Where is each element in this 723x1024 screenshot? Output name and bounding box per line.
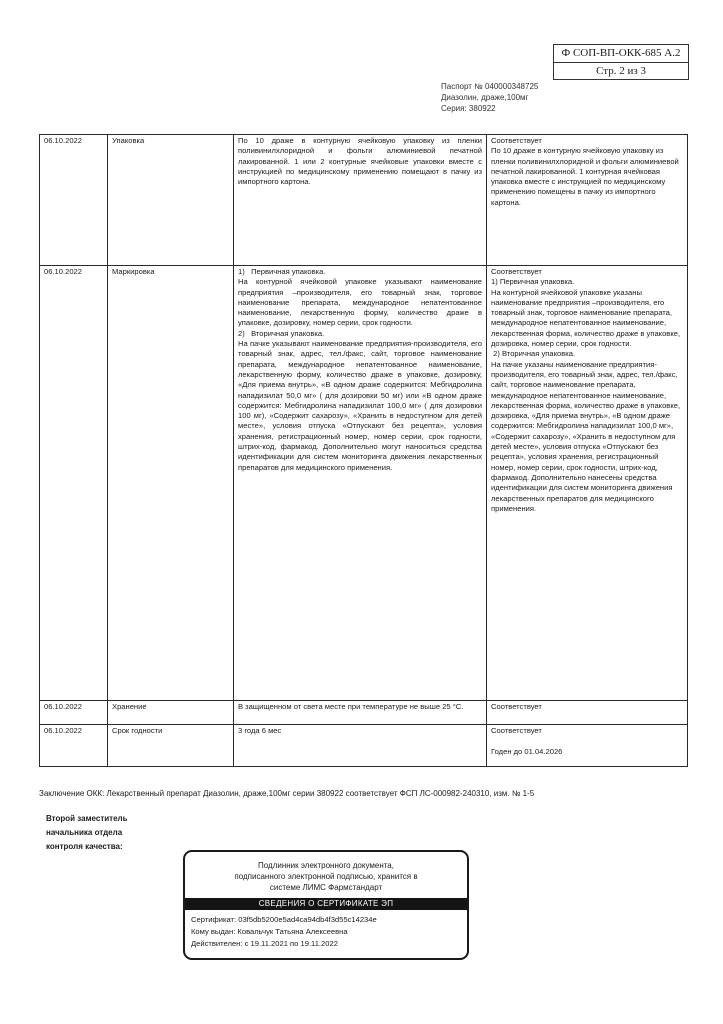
- signer-line: начальника отдела: [46, 828, 123, 837]
- signature-header-line: системе ЛИМС Фармстандарт: [269, 883, 383, 892]
- signer-line: Второй заместитель: [46, 814, 128, 823]
- test-indicator: Срок годности: [108, 725, 234, 767]
- page-number: Стр. 2 из 3: [596, 65, 646, 77]
- document-code: Ф СОП-ВП-ОКК-685 А.2: [554, 45, 688, 63]
- table-row: [40, 266, 688, 701]
- table-row: [40, 701, 688, 725]
- test-results-table: [39, 134, 688, 767]
- electronic-signature-stamp: [183, 850, 469, 960]
- test-requirement: 1) Первичная упаковка. На контурной ячейковой упаковке указывают наименование предприятия –производителя, его товарный знак, торговое наименование препарата, международное непатентованное наименование, лекарственную форму, количество драже в упаковке, дозировку, номер серии, срок годности. 2) Вторичная упаковка. На пачке указывают наименование предприятия-производителя, его товарный знак, адрес, тел./факс, сайт, торговое наименование препарата, международное непатентованное наименование, лекарственную форму, количество драже в упаковке, дозировку, «Для приема внутрь», «В одном драже содержится: Мебгидролина нападизилат 50,0 мг» ( для дозировки 50 мг) или «В одном драже содержится: Мебгидролина нападизилат 100,0 мг» ( для дозировки 100 мг), «Содержит сахарозу», «Хранить в недоступном для детей месте», условия отпуска «Отпускают без рецепта», условия хранения, регистрационный номер, номер серии, срок годности, штрих-код, фармакод. Дополнительно могут наноситься средства идентификации для систем мониторинга движения лекарственных препаратов для медицинского применения.: [234, 266, 487, 701]
- passport-number: Паспорт № 040000348725: [441, 82, 539, 91]
- test-date: 06.10.2022: [40, 266, 108, 701]
- test-result: Соответствует По 10 драже в контурную ячейковую упаковку из пленки поливинилхлоридной и фольги алюминиевой печатной лакированной. 1 контурная ячейковая упаковка вместе с инструкцией по медицинскому применению помещены в пачку из импортного картона.: [487, 135, 688, 266]
- test-requirement: По 10 драже в контурную ячейковую упаковку из пленки поливинилхлоридной и фольги алюминиевой печатной лакированной. 1 или 2 контурные ячейковые упаковки вместе с инструкцией по медицинскому применению помещают в пачку из импортного картона.: [234, 135, 487, 266]
- signature-header-line: подписанного электронной подписью, хранится в: [234, 872, 418, 881]
- test-indicator: Хранение: [108, 701, 234, 725]
- signature-header-line: Подлинник электронного документа,: [258, 861, 394, 870]
- test-indicator: Маркировка: [108, 266, 234, 701]
- test-date: 06.10.2022: [40, 135, 108, 266]
- signer-line: контроля качества:: [46, 842, 123, 851]
- certificate-validity: Действителен: с 19.11.2021 по 19.11.2022: [191, 939, 338, 948]
- signature-header: [185, 860, 467, 893]
- product-name: Диазолин, драже,100мг: [441, 93, 529, 102]
- document-code-box: [553, 44, 689, 80]
- test-result: Соответствует Годен до 01.04.2026: [487, 725, 688, 767]
- passport-info: [441, 81, 538, 114]
- test-date: 06.10.2022: [40, 725, 108, 767]
- test-result: Соответствует: [487, 701, 688, 725]
- table-row: [40, 135, 688, 266]
- test-date: 06.10.2022: [40, 701, 108, 725]
- test-requirement: В защищенном от света месте при температуре не выше 25 °С.: [234, 701, 487, 725]
- table-row: [40, 725, 688, 767]
- test-indicator: Упаковка: [108, 135, 234, 266]
- series-number: Серия: 380922: [441, 104, 496, 113]
- conclusion-text: Заключение ОКК: Лекарственный препарат Диазолин, драже,100мг серии 380922 соответствует ФСП ЛС-000982-240310, изм. № 1-5: [39, 789, 535, 798]
- certificate-id: Сертификат: 03f5db5200e5ad4ca94db4f3d55c14234e: [191, 915, 377, 924]
- certificate-banner: СВЕДЕНИЯ О СЕРТИФИКАТЕ ЭП: [185, 898, 467, 910]
- signer-title: [46, 812, 128, 854]
- test-requirement: 3 года 6 мес: [234, 725, 487, 767]
- test-result: Соответствует 1) Первичная упаковка. На контурной ячейковой упаковке указаны наименование предприятия –производителя, его товарный знак, торговое наименование препарата, международное непатентованное наименование, лекарственная форма, количество драже в упаковке, дозировка, номер серии, срок годности. 2) Вторичная упаковка. На пачке указаны наименование предприятия-производителя, его товарный знак, адрес, тел./факс, сайт, торговое наименование препарата, международное непатентованное наименование, лекарственная форма, количество драже в упаковке, дозировка, «Для приема внутрь», «В одном драже содержится: Мебгидролина нападизилат 100,0 мг», «Содержит сахарозу», «Хранить в недоступном для детей месте», условия отпуска «Отпускают без рецепта», условия хранения, регистрационный номер, номер серии, срок годности, штрих-код, фармакод. Дополнительно нанесены средства идентификации для систем мониторинга движения лекарственных препаратов для медицинского применения.: [487, 266, 688, 701]
- certificate-owner: Кому выдан: Ковальчук Татьяна Алексеевна: [191, 927, 348, 936]
